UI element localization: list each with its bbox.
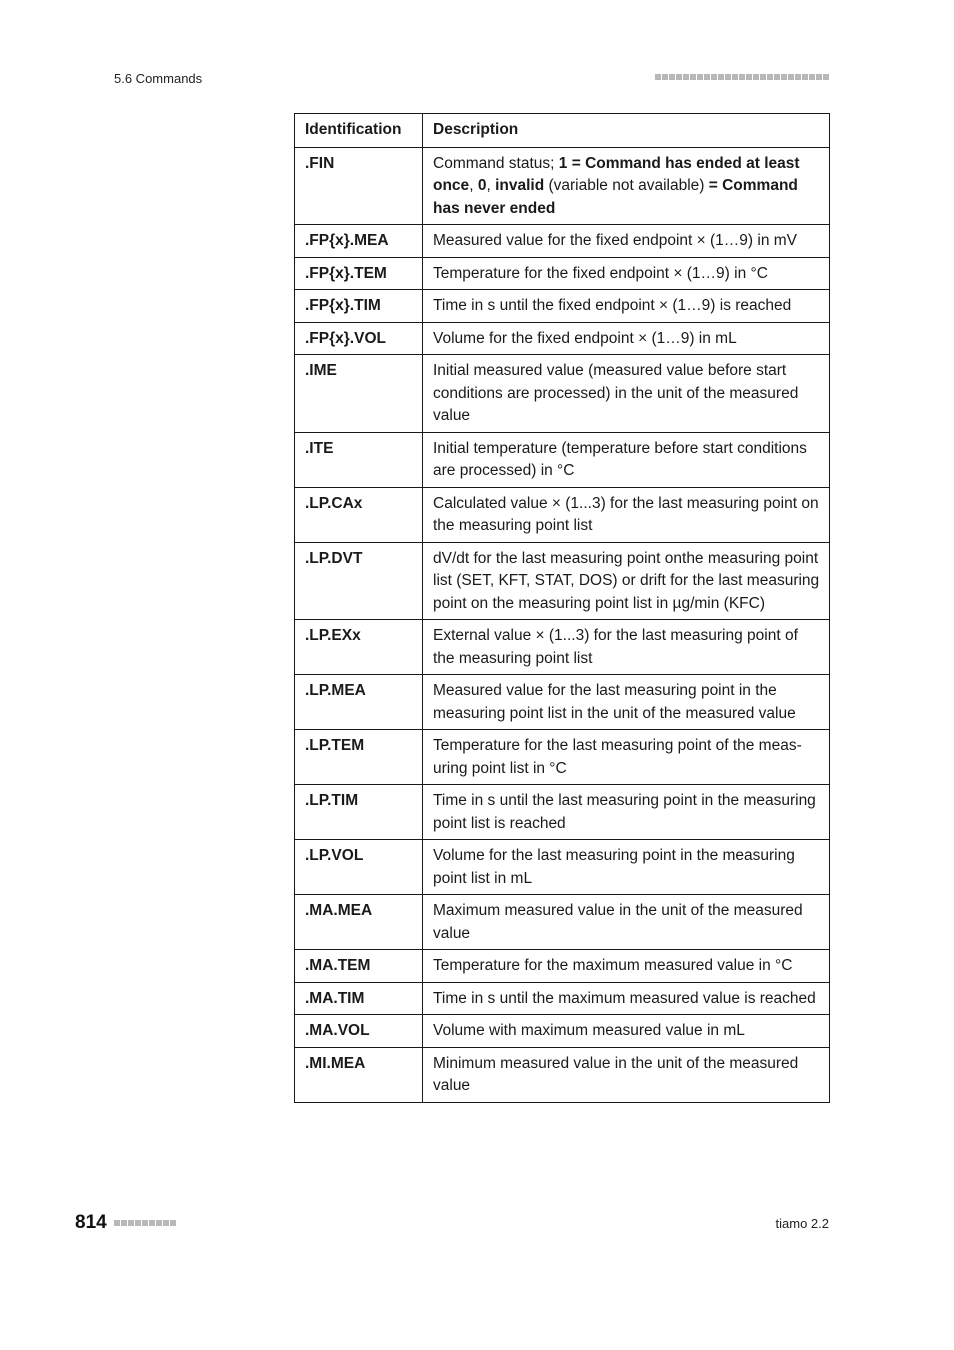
identification-cell: .MA.TIM xyxy=(295,982,423,1015)
column-header-identification: Identification xyxy=(295,114,423,148)
description-cell: Minimum measured value in the unit of the measured value xyxy=(423,1047,830,1102)
table-row xyxy=(295,730,830,785)
description-cell: dV/dt for the last measuring point onthe measuring point list (SET, KFT, STAT, DOS) or drift for the last measuring point on the measuring point list in µg/min (KFC) xyxy=(423,542,830,620)
footer-page xyxy=(75,1212,176,1234)
table-row xyxy=(295,1015,830,1048)
description-cell: Volume for the last measuring point in the measuring point list in mL xyxy=(423,840,830,895)
description-cell: Measured value for the last measuring point in the measuring point list in the unit of the measured value xyxy=(423,675,830,730)
identification-cell: .MA.TEM xyxy=(295,950,423,983)
table-row xyxy=(295,487,830,542)
table-row xyxy=(295,257,830,290)
table-row xyxy=(295,950,830,983)
product-name: tiamo 2.2 xyxy=(775,1216,829,1231)
description-cell: Command status; 1 = Command has ended at least once, 0, invalid (variable not available) = Command has never ended xyxy=(423,147,830,225)
identification-cell: .ITE xyxy=(295,432,423,487)
identification-cell: .FP{x}.MEA xyxy=(295,225,423,258)
description-cell: Time in s until the maximum measured value is reached xyxy=(423,982,830,1015)
identification-cell: .IME xyxy=(295,355,423,433)
table-row xyxy=(295,1047,830,1102)
page-number: 814 xyxy=(75,1212,107,1233)
table-header-row xyxy=(295,114,830,148)
identification-cell: .FIN xyxy=(295,147,423,225)
identification-cell: .MA.MEA xyxy=(295,895,423,950)
table-row xyxy=(295,322,830,355)
identification-cell: .MI.MEA xyxy=(295,1047,423,1102)
table-row xyxy=(295,355,830,433)
command-variables-table xyxy=(294,113,830,1103)
identification-cell: .LP.EXx xyxy=(295,620,423,675)
table-row xyxy=(295,290,830,323)
description-cell: Time in s until the fixed endpoint × (1…9) is reached xyxy=(423,290,830,323)
table-row xyxy=(295,147,830,225)
description-cell: Time in s until the last measuring point in the measuring point list is reached xyxy=(423,785,830,840)
identification-cell: .FP{x}.TEM xyxy=(295,257,423,290)
table-row xyxy=(295,620,830,675)
description-cell: External value × (1...3) for the last measuring point of the measuring point list xyxy=(423,620,830,675)
description-cell: Temperature for the fixed endpoint × (1…9) in °C xyxy=(423,257,830,290)
identification-cell: .FP{x}.VOL xyxy=(295,322,423,355)
description-cell: Calculated value × (1...3) for the last measuring point on the measuring point list xyxy=(423,487,830,542)
identification-cell: .LP.DVT xyxy=(295,542,423,620)
identification-cell: .LP.TIM xyxy=(295,785,423,840)
table-row xyxy=(295,982,830,1015)
description-cell: Temperature for the last measuring point of the meas-uring point list in °C xyxy=(423,730,830,785)
identification-cell: .LP.MEA xyxy=(295,675,423,730)
table-row xyxy=(295,895,830,950)
column-header-description: Description xyxy=(423,114,830,148)
table-row xyxy=(295,785,830,840)
description-cell: Initial measured value (measured value before start conditions are processed) in the unit of the measured value xyxy=(423,355,830,433)
description-cell: Volume with maximum measured value in mL xyxy=(423,1015,830,1048)
identification-cell: .LP.CAx xyxy=(295,487,423,542)
section-header: 5.6 Commands xyxy=(114,71,203,86)
identification-cell: .LP.VOL xyxy=(295,840,423,895)
table-row xyxy=(295,675,830,730)
description-cell: Volume for the fixed endpoint × (1…9) in mL xyxy=(423,322,830,355)
table-row xyxy=(295,840,830,895)
description-cell: Initial temperature (temperature before start conditions are processed) in °C xyxy=(423,432,830,487)
identification-cell: .MA.VOL xyxy=(295,1015,423,1048)
identification-cell: .LP.TEM xyxy=(295,730,423,785)
description-cell: Measured value for the fixed endpoint × (1…9) in mV xyxy=(423,225,830,258)
identification-cell: .FP{x}.TIM xyxy=(295,290,423,323)
description-cell: Temperature for the maximum measured value in °C xyxy=(423,950,830,983)
table-row xyxy=(295,432,830,487)
description-cell: Maximum measured value in the unit of the measured value xyxy=(423,895,830,950)
table-row xyxy=(295,225,830,258)
header-decoration xyxy=(654,74,829,80)
table-row xyxy=(295,542,830,620)
footer-decoration xyxy=(113,1220,176,1226)
